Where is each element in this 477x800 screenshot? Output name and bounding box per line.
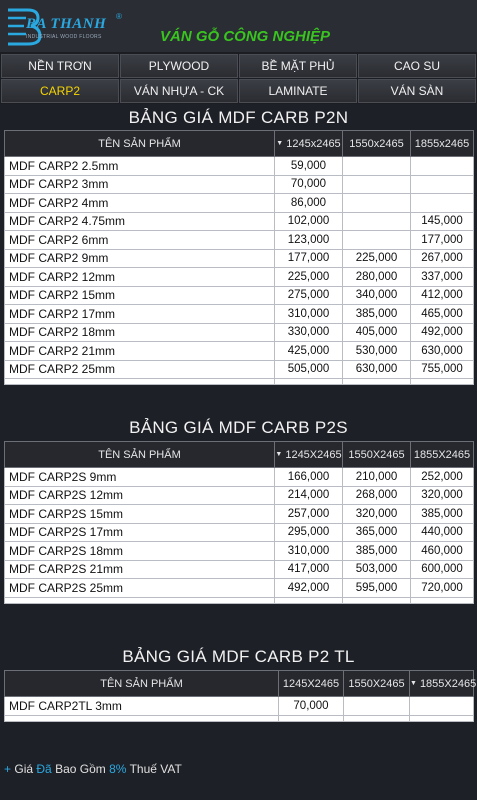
spacer-cell	[344, 715, 410, 721]
table-header-row	[5, 131, 474, 157]
price-cell	[344, 697, 410, 716]
table-row	[5, 249, 474, 268]
price-cell: 460,000	[411, 542, 474, 561]
column-header-1855[interactable]: ▼ 1855X2465	[410, 671, 474, 697]
table-row	[5, 286, 474, 305]
price-cell: 417,000	[275, 560, 343, 579]
table-footer-spacer	[5, 715, 474, 721]
price-cell: 530,000	[343, 342, 411, 361]
nav-item-laminate[interactable]: LAMINATE	[239, 79, 357, 103]
product-name-cell: MDF CARP2 4.75mm	[5, 212, 275, 231]
product-name-cell: MDF CARP2S 12mm	[5, 486, 275, 505]
table-row	[5, 323, 474, 342]
price-cell: 720,000	[411, 579, 474, 598]
product-name-cell: MDF CARP2 15mm	[5, 286, 275, 305]
price-cell: 330,000	[275, 323, 343, 342]
price-cell: 295,000	[275, 523, 343, 542]
table-row	[5, 486, 474, 505]
price-cell	[343, 157, 411, 176]
price-cell: 340,000	[343, 286, 411, 305]
price-cell: 365,000	[343, 523, 411, 542]
product-name-cell: MDF CARP2S 25mm	[5, 579, 275, 598]
table-header-row	[5, 442, 474, 468]
price-cell: 465,000	[411, 305, 474, 324]
price-cell: 225,000	[343, 249, 411, 268]
spacer-cell	[275, 597, 343, 603]
price-cell	[343, 231, 411, 250]
nav-item-carp2[interactable]: CARP2	[1, 79, 119, 103]
price-cell: 503,000	[343, 560, 411, 579]
price-cell: 385,000	[343, 542, 411, 561]
table-row	[5, 157, 474, 176]
price-cell: 600,000	[411, 560, 474, 579]
price-cell: 257,000	[275, 505, 343, 524]
table-row	[5, 194, 474, 213]
column-header-1245[interactable]: ▼ 1245X2465	[275, 442, 343, 468]
price-cell: 214,000	[275, 486, 343, 505]
spacer-cell	[410, 715, 474, 721]
column-header-1855: 1855x2465	[411, 131, 474, 157]
column-header-1550: 1550X2465	[343, 442, 411, 468]
price-cell: 385,000	[343, 305, 411, 324]
price-table-p2n	[4, 130, 474, 385]
price-cell: 337,000	[411, 268, 474, 287]
product-name-cell: MDF CARP2S 9mm	[5, 468, 275, 487]
price-cell: 268,000	[343, 486, 411, 505]
price-cell: 310,000	[275, 542, 343, 561]
sort-down-icon: ▼	[275, 451, 283, 459]
spacer-cell	[5, 379, 275, 385]
table-row	[5, 342, 474, 361]
table-row	[5, 231, 474, 250]
price-cell: 59,000	[275, 157, 343, 176]
vat-note	[4, 762, 182, 776]
price-cell	[411, 157, 474, 176]
table-title-p2s: BẢNG GIÁ MDF CARB P2S	[129, 418, 348, 437]
price-cell	[343, 194, 411, 213]
logo-subtitle: INDUSTRIAL WOOD FLOORS	[26, 34, 102, 40]
price-cell: 225,000	[275, 268, 343, 287]
product-name-cell: MDF CARP2 21mm	[5, 342, 275, 361]
column-header-1550[interactable]: 1550X2465	[344, 671, 410, 697]
price-cell: 70,000	[275, 175, 343, 194]
price-cell: 440,000	[411, 523, 474, 542]
price-cell: 630,000	[343, 360, 411, 379]
table-footer-spacer	[5, 379, 474, 385]
column-header-name: TÊN SẢN PHẨM	[5, 131, 275, 157]
product-name-cell: MDF CARP2 6mm	[5, 231, 275, 250]
column-header-1855: 1855X2465	[411, 442, 474, 468]
price-cell: 70,000	[279, 697, 344, 716]
product-name-cell: MDF CARP2 2.5mm	[5, 157, 275, 176]
vat-note-highlight: Đã	[36, 762, 52, 776]
table-row	[5, 305, 474, 324]
logo-text: BA THANH	[26, 16, 107, 32]
price-cell: 310,000	[275, 305, 343, 324]
table-row	[5, 560, 474, 579]
price-cell: 177,000	[275, 249, 343, 268]
price-cell	[410, 697, 474, 716]
product-name-cell: MDF CARP2S 18mm	[5, 542, 275, 561]
product-name-cell: MDF CARP2TL 3mm	[5, 697, 279, 716]
column-header-1245[interactable]: ▼ 1245x2465	[275, 131, 343, 157]
logo-registered-mark: ®	[116, 12, 122, 21]
price-cell: 102,000	[275, 212, 343, 231]
table-row	[5, 523, 474, 542]
table-row	[5, 268, 474, 287]
nav-item-nen-tron[interactable]: NỀN TRƠN	[1, 54, 119, 78]
price-cell: 280,000	[343, 268, 411, 287]
product-name-cell: MDF CARP2S 17mm	[5, 523, 275, 542]
table-title-p2n: BẢNG GIÁ MDF CARB P2N	[128, 108, 349, 127]
spacer-cell	[279, 715, 344, 721]
price-cell	[343, 212, 411, 231]
price-cell: 492,000	[275, 579, 343, 598]
table-row	[5, 542, 474, 561]
nav-item-plywood[interactable]: PLYWOOD	[120, 54, 238, 78]
plus-icon: +	[4, 762, 12, 776]
price-cell: 252,000	[411, 468, 474, 487]
product-name-cell: MDF CARP2 3mm	[5, 175, 275, 194]
price-cell: 86,000	[275, 194, 343, 213]
product-name-cell: MDF CARP2 18mm	[5, 323, 275, 342]
product-name-cell: MDF CARP2 25mm	[5, 360, 275, 379]
product-name-cell: MDF CARP2S 21mm	[5, 560, 275, 579]
spacer-cell	[411, 379, 474, 385]
vat-note-part: Thuế VAT	[129, 762, 182, 776]
price-cell: 425,000	[275, 342, 343, 361]
site-header	[0, 0, 477, 52]
spacer-cell	[343, 379, 411, 385]
price-cell: 505,000	[275, 360, 343, 379]
price-cell: 412,000	[411, 286, 474, 305]
category-nav	[0, 52, 477, 104]
spacer-cell	[5, 715, 279, 721]
price-cell: 755,000	[411, 360, 474, 379]
table-row	[5, 468, 474, 487]
price-cell: 275,000	[275, 286, 343, 305]
table-row	[5, 697, 474, 716]
column-header-1550: 1550x2465	[343, 131, 411, 157]
page-title: VÁN GỖ CÔNG NGHIỆP	[160, 28, 331, 45]
table-header-row	[5, 671, 474, 697]
spacer-cell	[343, 597, 411, 603]
brand-logo[interactable]	[4, 4, 124, 48]
column-header-name: TÊN SẢN PHẨM	[5, 671, 279, 697]
product-name-cell: MDF CARP2 17mm	[5, 305, 275, 324]
nav-item-cao-su[interactable]: CAO SU	[358, 54, 476, 78]
price-cell: 595,000	[343, 579, 411, 598]
vat-note-part: Bao Gồm	[55, 762, 106, 776]
price-cell: 267,000	[411, 249, 474, 268]
table-footer-spacer	[5, 597, 474, 603]
nav-item-be-mat-phu[interactable]: BỀ MẶT PHỦ	[239, 54, 357, 78]
product-name-cell: MDF CARP2S 15mm	[5, 505, 275, 524]
price-cell: 385,000	[411, 505, 474, 524]
price-cell: 630,000	[411, 342, 474, 361]
column-header-1245: 1245X2465	[279, 671, 344, 697]
table-title-p2tl: BẢNG GIÁ MDF CARB P2 TL	[122, 647, 355, 666]
price-cell: 492,000	[411, 323, 474, 342]
price-cell	[343, 175, 411, 194]
price-cell: 320,000	[411, 486, 474, 505]
price-cell: 145,000	[411, 212, 474, 231]
price-cell: 405,000	[343, 323, 411, 342]
table-row	[5, 579, 474, 598]
vat-note-part: Giá	[14, 762, 34, 776]
price-cell	[411, 175, 474, 194]
price-table-p2s	[4, 441, 474, 604]
spacer-cell	[275, 379, 343, 385]
product-name-cell: MDF CARP2 12mm	[5, 268, 275, 287]
table-row	[5, 175, 474, 194]
price-cell	[411, 194, 474, 213]
product-name-cell: MDF CARP2 4mm	[5, 194, 275, 213]
spacer-cell	[5, 597, 275, 603]
price-cell: 123,000	[275, 231, 343, 250]
sort-down-icon: ▼	[276, 140, 284, 148]
table-row	[5, 212, 474, 231]
spacer-cell	[411, 597, 474, 603]
price-table-p2tl	[4, 670, 477, 722]
price-cell: 320,000	[343, 505, 411, 524]
vat-note-percent: 8%	[109, 762, 127, 776]
nav-item-van-san[interactable]: VÁN SÀN	[358, 79, 476, 103]
column-header-name: TÊN SẢN PHẨM	[5, 442, 275, 468]
price-cell: 166,000	[275, 468, 343, 487]
sort-down-icon: ▼	[410, 680, 417, 688]
nav-item-van-nhua-ck[interactable]: VÁN NHỰA - CK	[120, 79, 238, 103]
price-cell: 210,000	[343, 468, 411, 487]
table-row	[5, 360, 474, 379]
table-row	[5, 505, 474, 524]
product-name-cell: MDF CARP2 9mm	[5, 249, 275, 268]
price-cell: 177,000	[411, 231, 474, 250]
